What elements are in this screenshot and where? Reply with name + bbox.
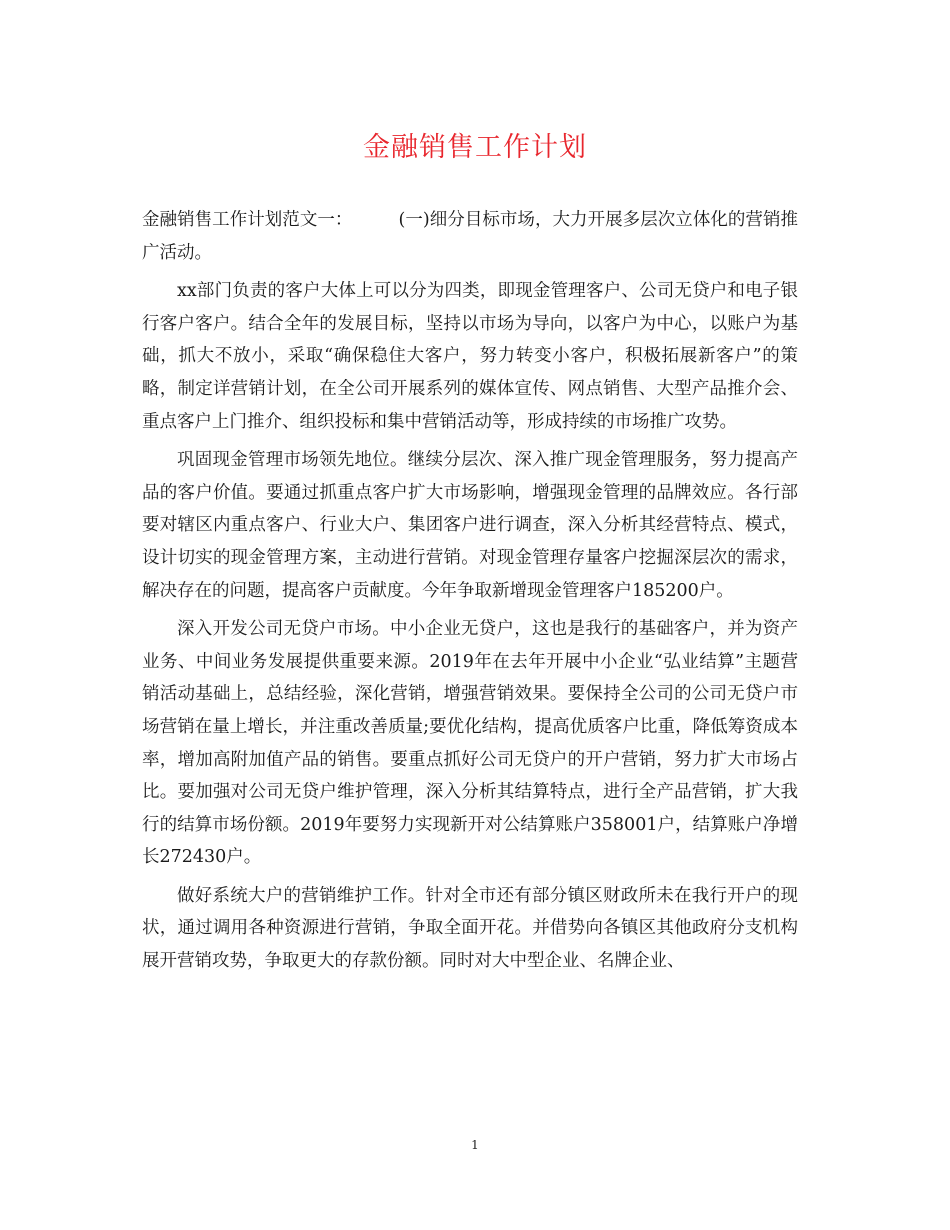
page-number: 1 — [471, 1138, 479, 1152]
body-paragraph-3: 深入开发公司无贷户市场。中小企业无贷户，这也是我行的基础客户，并为资产业务、中间业务发展提供重要来源。2019年在去年开展中小企业“弘业结算”主题营销活动基础上，总结经验，深化营销，增强营销效果。要保持全公司的公司无贷户市场营销在量上增长，并注重改善质量;要优化结构，提高优质客户比重，降低筹资成本率，增加高附加值产品的销售。要重点抓好公司无贷户的开户营销，努力扩大市场占比。要加强对公司无贷户维护管理，深入分析其结算特点，进行全产品营销，扩大我行的结算市场份额。2019年要努力实现新开对公结算账户358001户，结算账户净增长272430户。 — [142, 619, 798, 868]
document-body — [142, 204, 798, 984]
intro-label: 金融销售工作计划范文一： — [142, 210, 353, 230]
body-paragraph-2: 巩固现金管理市场领先地位。继续分层次、深入推广现金管理服务，努力提高产品的客户价值。要通过抓重点客户扩大市场影响，增强现金管理的品牌效应。各行部要对辖区内重点客户、行业大户、集团客户进行调查，深入分析其经营特点、模式，设计切实的现金管理方案，主动进行营销。对现金管理存量客户挖掘深层次的需求，解决存在的问题，提高客户贡献度。今年争取新增现金管理客户185200户。 — [142, 450, 798, 601]
intro-paragraph — [142, 204, 798, 269]
body-paragraph-1: xx部门负责的客户大体上可以分为四类，即现金管理客户、公司无贷户和电子银行客户客户。结合全年的发展目标，坚持以市场为导向，以客户为中心，以账户为基础，抓大不放小，采取“确保稳住大客户，努力转变小客户，积极拓展新客户”的策略，制定详营销计划，在全公司开展系列的媒体宣传、网点销售、大型产品推介会、重点客户上门推介、组织投标和集中营销活动等，形成持续的市场推广攻势。 — [142, 281, 798, 432]
body-paragraph-4: 做好系统大户的营销维护工作。针对全市还有部分镇区财政所未在我行开户的现状，通过调用各种资源进行营销，争取全面开花。并借势向各镇区其他政府分支机构展开营销攻势，争取更大的存款份额。同时对大中型企业、名牌企业、 — [142, 885, 798, 972]
intro-text: (一)细分目标市场，大力开展多层次立体化的营销推广活动。 — [142, 210, 799, 263]
document-title: 金融销售工作计划 — [363, 132, 587, 163]
